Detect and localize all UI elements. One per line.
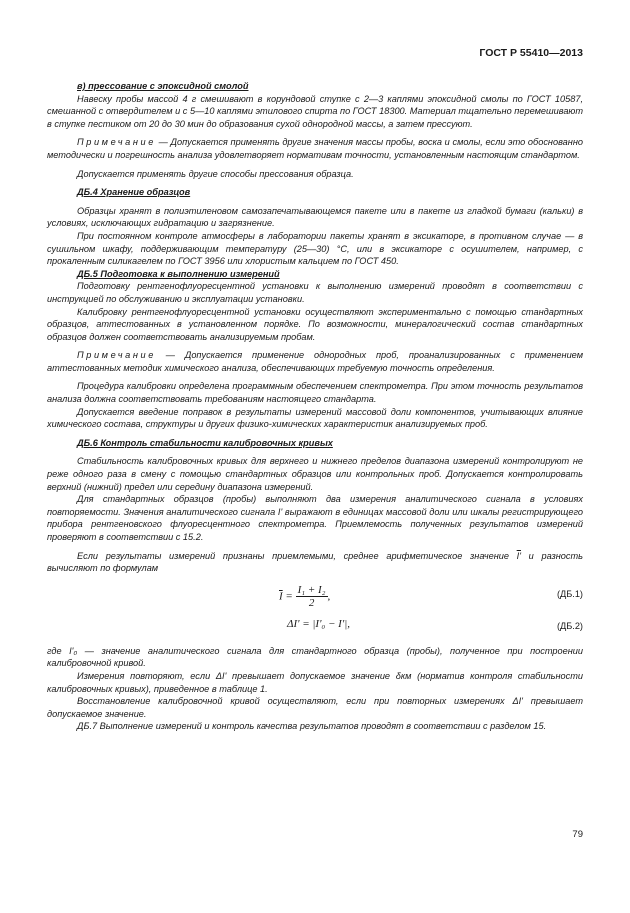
mean-symbol: I' bbox=[516, 550, 521, 561]
note-word: Примечание bbox=[77, 350, 156, 361]
paragraph: При постоянном контроле атмосферы в лаборатории пакеты хранят в эксикаторе, в противном случае — в сушильном шкафу, поддерживающим температуру (25—30) °С, или в эксикаторе с осушителем, например, с прокаленным силикагелем по ГОСТ 3956 или хлористым кальцием по ГОСТ 450. bbox=[47, 230, 583, 267]
formula-db1-fraction bbox=[296, 584, 328, 610]
formula-db1-expression: $\overline{I}$ = $\frac{\text{I₁ + I₂}}{2}$ , bbox=[279, 583, 331, 610]
paragraph bbox=[47, 645, 583, 670]
paragraph bbox=[47, 550, 583, 575]
formula-db2-label: (ДБ.2) bbox=[556, 620, 583, 631]
db6-heading: ДБ.6 Контроль стабильности калибровочных кривых bbox=[77, 437, 333, 448]
paragraph: Подготовку рентгенофлуоресцентной установки к выполнению измерений проводят в соответствии с инструкцией по обслуживанию и эксплуатации установки. bbox=[47, 281, 583, 304]
formula-db1-lhs: $\overline{I}$ bbox=[279, 590, 283, 603]
note-paragraph bbox=[47, 136, 583, 161]
paragraph: Для стандартных образцов (пробы) выполняют два измерения аналитического сигнала в условиях повторяемости. Значения аналитического сигнала I' выражают в единицах массовой доли или шкалы регистрирующего прибора рентгеновского флуоресцентного спектрометра. Приемлемость полученных результатов измерений проверяют в соответствии с 15.2. bbox=[47, 494, 583, 542]
note-text: — Допускается применение однородных проб, проанализированных с применением аттестованных методик химического анализа, обеспечивающих требуемую точность определения. bbox=[47, 350, 583, 373]
text-run: Если результаты измерений признаны приемлемыми, среднее арифметическое значение bbox=[77, 550, 517, 561]
formula-db2-expression: ΔI' = |I'₀ − I'|, bbox=[287, 617, 350, 630]
db4-heading: ДБ.4 Хранение образцов bbox=[77, 187, 191, 198]
paragraph: Стабильность калибровочных кривых для верхнего и нижнего пределов диапазона измерений контролируют не реже одного раза в смену с помощью стандартных образцов или контрольных проб. Допускается контролировать верхний (нижний) предел или середину диапазона измерений. bbox=[47, 456, 583, 492]
paragraph: Образцы хранят в полиэтиленовом самозапечатывающемся пакете или в пакете из гладкой бумаги (кальки) в условиях, исключающих гидратацию и загрязнение. bbox=[47, 205, 583, 229]
text-run: где bbox=[47, 645, 70, 656]
db5-heading: ДБ.5 Подготовка к выполнению измерений bbox=[77, 268, 280, 279]
paragraph: Измерения повторяют, если ΔI' превышает допускаемое значение δкм (норматив контроля стабильности калибровочных кривых), приведенное в таблице 1. bbox=[47, 670, 583, 694]
paragraph: ДБ.7 Выполнение измерений и контроль качества результатов проводят в соответствии с разделом 15. bbox=[77, 721, 547, 732]
reference-symbol: I'₀ bbox=[69, 645, 78, 656]
paragraph: Навеску пробы массой 4 г смешивают в корундовой ступке с 2—3 каплями эпоксидной смолы по ГОСТ 10587, смешанной с отвердителем и с 5—10 каплями этилового спирта по ГОСТ 18300. Материал тщательно перемешивают в ступке пестиком от 20 до 30 мин до образования сухой однородной массы, а затем прессуют. bbox=[47, 93, 583, 129]
note-word: Примечание bbox=[77, 137, 156, 148]
formula-db1 bbox=[47, 579, 583, 609]
document-body bbox=[47, 80, 583, 733]
paragraph: Восстановление калибровочной кривой осуществляют, если при повторных измерениях ΔI' превышает допускаемое значение. bbox=[47, 696, 583, 719]
note-paragraph bbox=[47, 349, 583, 374]
page-number: 79 bbox=[572, 829, 583, 840]
section-v-heading: в) прессование с эпоксидной смолой bbox=[77, 81, 249, 91]
paragraph: Допускается применять другие способы прессования образца. bbox=[77, 168, 354, 179]
paragraph: Калибровку рентгенофлуоресцентной установки осуществляют экспериментально с помощью стандартных образцов, аттестованных в установленном порядке. По возможности, минералогический состав стандартных образцов должен соответствовать анализируемым пробам. bbox=[47, 306, 583, 342]
text-run: и разность вычисляют по формулам bbox=[47, 550, 583, 574]
standard-header: ГОСТ Р 55410—2013 bbox=[479, 47, 583, 59]
formula-db2 bbox=[47, 613, 583, 639]
formula-db1-denominator: 2 bbox=[308, 597, 315, 610]
text-run: — значение аналитического сигнала для стандартного образца (пробы), полученное при построении калибровочной кривой. bbox=[47, 645, 584, 669]
formula-db1-label: (ДБ.1) bbox=[556, 588, 583, 599]
paragraph: Процедура калибровки определена программным обеспечением спектрометра. При этом точность результатов анализа должна соответствовать требованиям настоящего стандарта. bbox=[47, 381, 583, 405]
formula-db1-numerator: I₁ + I₂ bbox=[297, 583, 326, 596]
note-text: — Допускается применять другие значения массы пробы, воска и смолы, если это обоснованно методически и погрешность анализа удовлетворяет нормативам точности, установленным настоящим стандартом. bbox=[47, 137, 583, 160]
paragraph: Допускается введение поправок в результаты измерений массовой доли компонентов, учитывающих влияние химического состава, структуры и других физико-химических характеристик анализируемых проб. bbox=[47, 406, 583, 430]
